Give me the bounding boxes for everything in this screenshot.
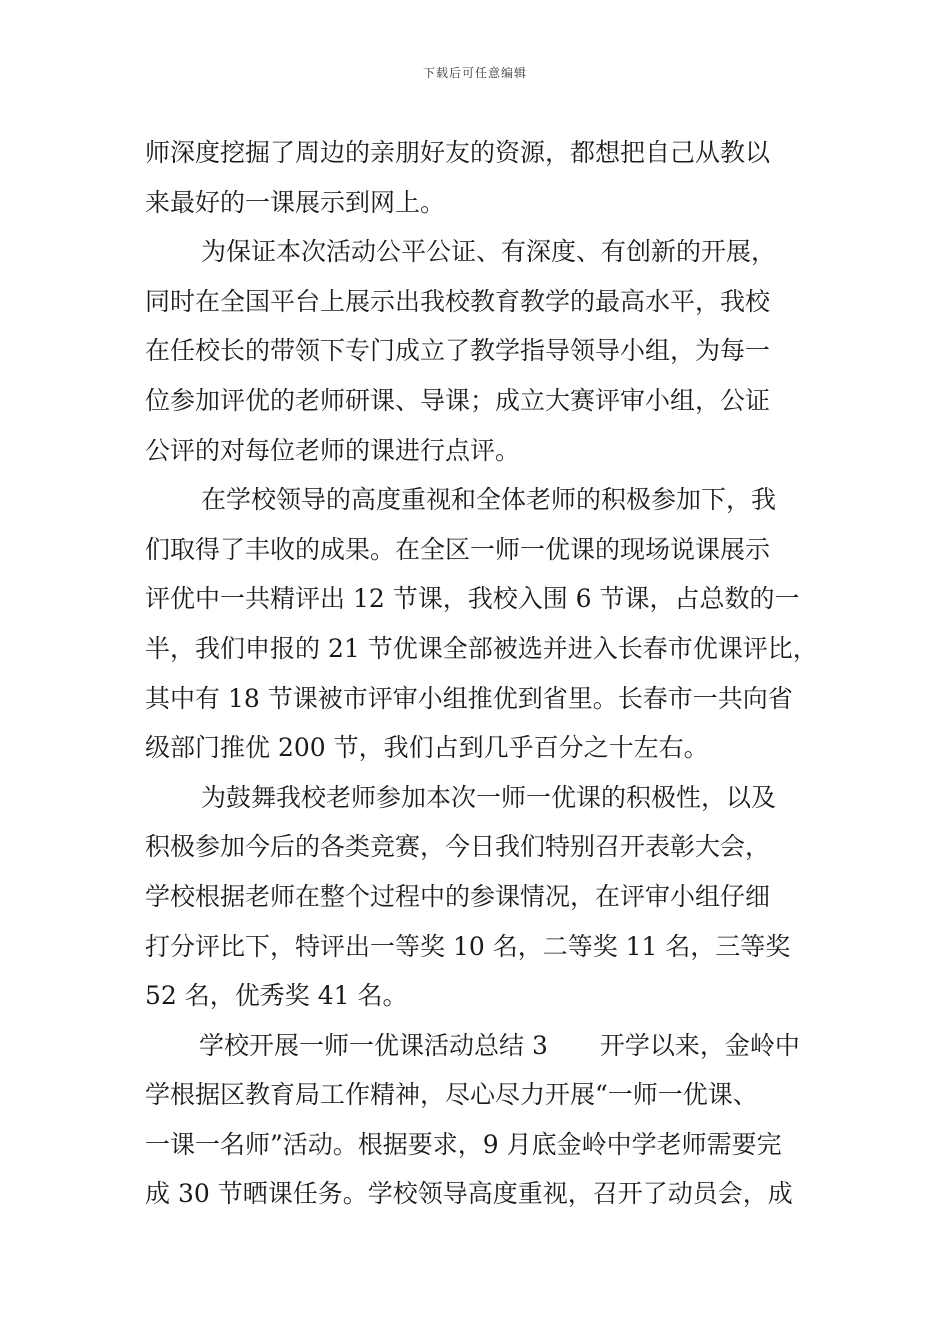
- body-line: 级部门推优 200 节，我们占到几乎百分之十左右。: [145, 733, 709, 763]
- body-line: 52 名，优秀奖 41 名。: [145, 981, 408, 1011]
- body-line: 学根据区教育局工作精神，尽心尽力开展“一师一优课、: [145, 1080, 758, 1110]
- section-title-line: [145, 1021, 825, 1071]
- body-line: 积极参加今后的各类竞赛，今日我们特别召开表彰大会，: [145, 832, 771, 862]
- body-line: 在任校长的带领下专门成立了教学指导领导小组，为每一: [145, 336, 771, 366]
- body-line: 来最好的一课展示到网上。: [145, 187, 446, 217]
- body-line: 师深度挖掘了周边的亲朋好友的资源，都想把自己从教以: [145, 138, 771, 167]
- body-line: 其中有 18 节课被市评审小组推优到省里。长春市一共向省: [145, 683, 793, 713]
- body-line: 学校根据老师在整个过程中的参课情况，在评审小组仔细: [145, 881, 771, 911]
- page-header: 下载后可任意编辑: [422, 66, 527, 80]
- body-line: 同时在全国平台上展示出我校教育教学的最高水平，我校: [145, 286, 771, 316]
- document-body: [145, 128, 825, 1219]
- body-line: 在学校领导的高度重视和全体老师的积极参加下，我: [201, 485, 777, 515]
- body-line: 一课一名师”活动。根据要求，9 月底金岭中学老师需要完: [145, 1129, 782, 1159]
- body-line: 打分评比下，特评出一等奖 10 名，二等奖 11 名，三等奖: [145, 931, 791, 961]
- body-line-start: 开学以来，金岭中: [599, 1030, 800, 1060]
- body-line: 成 30 节晒课任务。学校领导高度重视，召开了动员会，成: [145, 1179, 793, 1209]
- body-line: 为鼓舞我校老师参加本次一师一优课的积极性，以及: [201, 782, 777, 812]
- body-line: 们取得了丰收的成果。在全区一师一优课的现场说课展示: [145, 534, 771, 564]
- section-title: 学校开展一师一优课活动总结 3: [199, 1030, 548, 1060]
- body-line: 位参加评优的老师研课、导课；成立大赛评审小组，公证: [145, 385, 771, 415]
- body-line: 评优中一共精评出 12 节课，我校入围 6 节课，占总数的一: [145, 584, 800, 614]
- body-line: 半，我们申报的 21 节优课全部被选并进入长春市优课评比，: [145, 633, 818, 663]
- body-line: 为保证本次活动公平公证、有深度、有创新的开展，: [201, 237, 777, 267]
- body-line: 公评的对每位老师的课进行点评。: [145, 435, 521, 465]
